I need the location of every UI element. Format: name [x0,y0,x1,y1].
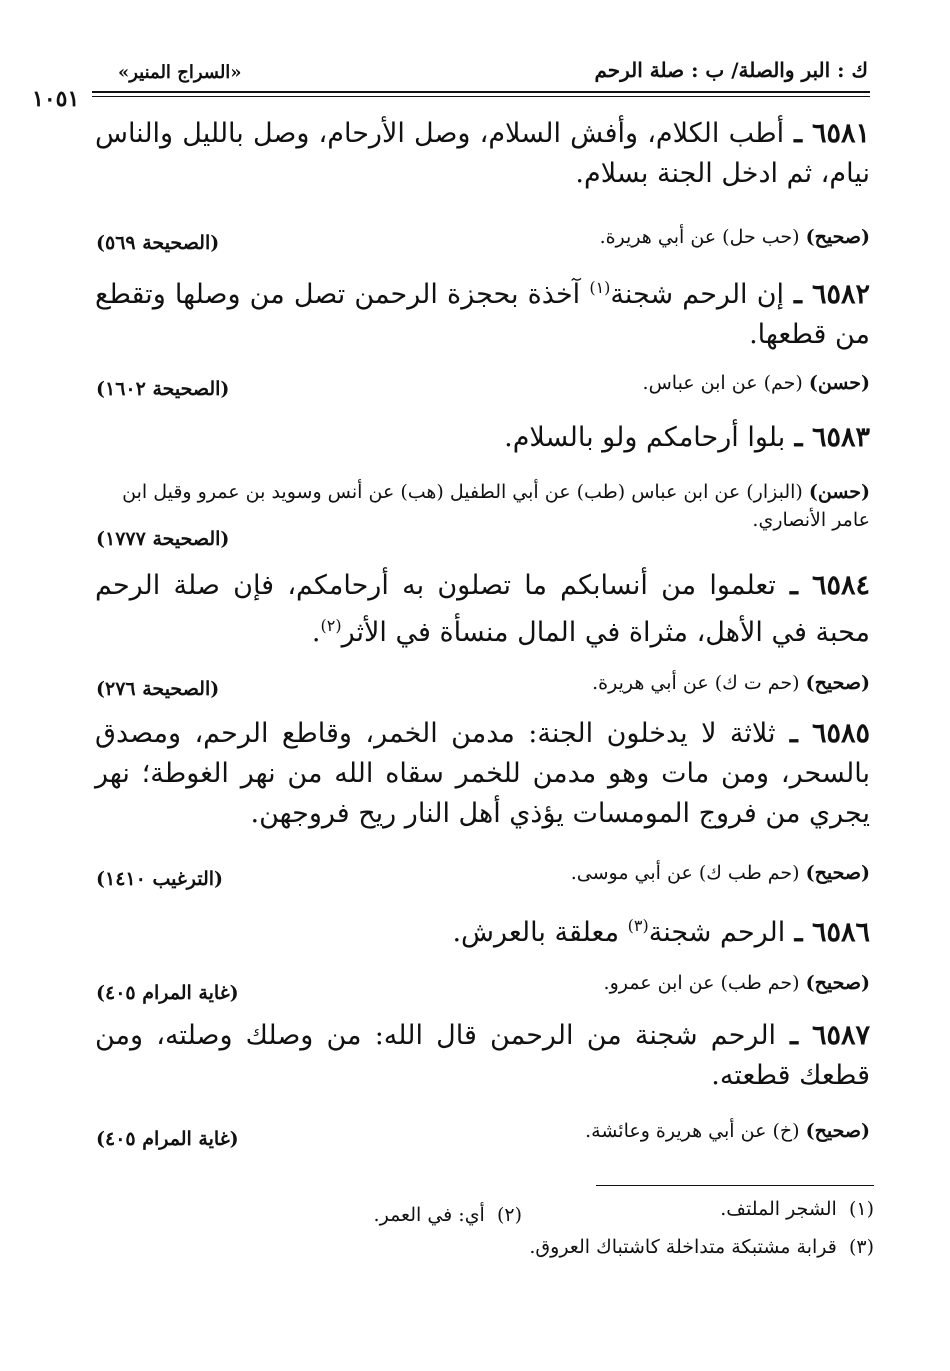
hadith-grade: (صحيح) [805,1120,870,1142]
hadith-reference: (الصحيحة ١٦٠٢) [96,378,230,400]
hadith-6583: ٦٥٨٣ ـ بلوا أرحامكم ولو بالسلام. [504,422,870,453]
hadith-number: ٦٥٨١ [812,118,871,149]
hadith-grade: (حسن) [808,372,870,394]
hadith-number: ٦٥٨٢ [811,279,870,310]
hadith-source: (صحيح) (حم طب) عن ابن عمرو. [603,972,870,994]
header-rule [92,91,870,93]
hadith-source: (صحيح) (خ) عن أبي هريرة وعائشة. [585,1120,870,1142]
hadith-reference: (الصحيحة ٥٦٩) [96,232,220,254]
hadith-reference: (الترغيب ١٤١٠) [96,868,224,890]
footnote-mark: (٢) [320,616,342,635]
hadith-grade: (صحيح) [805,226,870,248]
hadith-source: (صحيح) (حب حل) عن أبي هريرة. [599,226,870,248]
hadith-text: الرحم شجنة من الرحمن قال الله: من وصلك وصلته، ومن قطعك قطعته. [95,1020,870,1091]
hadith-6586: ٦٥٨٦ ـ الرحم شجنة$^{(٣)}$ معلقة بالعرش. [452,916,870,948]
hadith-number: ٦٥٨٥ [811,718,870,749]
hadith-text: ثلاثة لا يدخلون الجنة: مدمن الخمر، وقاطع الرحم، ومصدق بالسحر، ومن مات وهو مدمن للخمر سقاه الله من نهر الغوطة؛ نهر يجري من فروج المومسات يؤذي أهل النار ريح فروجهن. [95,718,870,829]
chapter-header: ك : البر والصلة/ ب : صلة الرحم [594,58,868,82]
hadith-source: (صحيح) (حم ت ك) عن أبي هريرة. [592,672,870,694]
hadith-number: ٦٥٨٣ [811,422,870,453]
hadith-6582: ٦٥٨٢ ـ إن الرحم شجنة$^{(١)}$ آخذة بحجزة الرحمن تصل من وصلها وتقطع من قطعها. [95,278,870,350]
hadith-6581: ٦٥٨١ ـ أطب الكلام، وأفش السلام، وصل الأرحام، وصل بالليل والناس نيام، ثم ادخل الجنة بسلام. [95,118,871,189]
page-number: ١٠٥١ [32,86,80,112]
footnote-mark: (٣) [627,916,649,935]
hadith-reference: (غاية المرام ٤٠٥) [96,1128,239,1150]
hadith-source: (حسن) (البزار) عن ابن عباس (طب) عن أبي الطفيل (هب) عن أنس وسويد بن عمرو وقيل ابن عامر الأنصاري. [122,481,870,531]
hadith-grade: (حسن) [808,481,870,503]
hadith-text: أطب الكلام، وأفش السلام، وصل الأرحام، وصل بالليل والناس نيام، ثم ادخل الجنة بسلام. [95,118,870,189]
hadith-6587: ٦٥٨٧ ـ الرحم شجنة من الرحمن قال الله: من وصلك وصلته، ومن قطعك قطعته. [95,1020,870,1091]
header-rule-thin [92,96,870,97]
hadith-number: ٦٥٨٧ [811,1020,870,1051]
footnote-3: (٣) قرابة مشتبكة متداخلة كاشتباك العروق. [529,1236,874,1258]
hadith-6584: ٦٥٨٤ ـ تعلموا من أنسابكم ما تصلون به أرحامكم، فإن صلة الرحم محبة في الأهل، مثراة في المال منسأة في الأثر$^{(٢)}$. [95,570,870,648]
hadith-6585: ٦٥٨٥ ـ ثلاثة لا يدخلون الجنة: مدمن الخمر، وقاطع الرحم، ومصدق بالسحر، ومن مات وهو مدمن للخمر سقاه الله من نهر الغوطة؛ نهر يجري من فروج المومسات يؤذي أهل النار ريح فروجهن. [95,718,870,829]
hadith-reference: (الصحيحة ٢٧٦) [96,678,220,700]
hadith-number: ٦٥٨٦ [811,917,870,948]
hadith-source: (حسن) (حم) عن ابن عباس. [642,372,870,394]
book-title: «السراج المنير» [118,62,242,83]
hadith-number: ٦٥٨٤ [811,570,870,601]
hadith-grade: (صحيح) [805,672,870,694]
footnote-rule [596,1185,874,1186]
footnote-1: (١) الشجر الملتف. [720,1198,874,1220]
hadith-text: بلوا أرحامكم ولو بالسلام. [504,422,786,453]
hadith-reference: (الصحيحة ١٧٧٧) [96,528,230,550]
hadith-grade: (صحيح) [805,862,870,884]
footnote-mark: (١) [589,278,611,297]
footnote-2: (٢) أي: في العمر. [373,1204,522,1226]
hadith-reference: (غاية المرام ٤٠٥) [96,982,239,1004]
hadith-source: (صحيح) (حم طب ك) عن أبي موسى. [570,862,870,884]
hadith-grade: (صحيح) [805,972,870,994]
